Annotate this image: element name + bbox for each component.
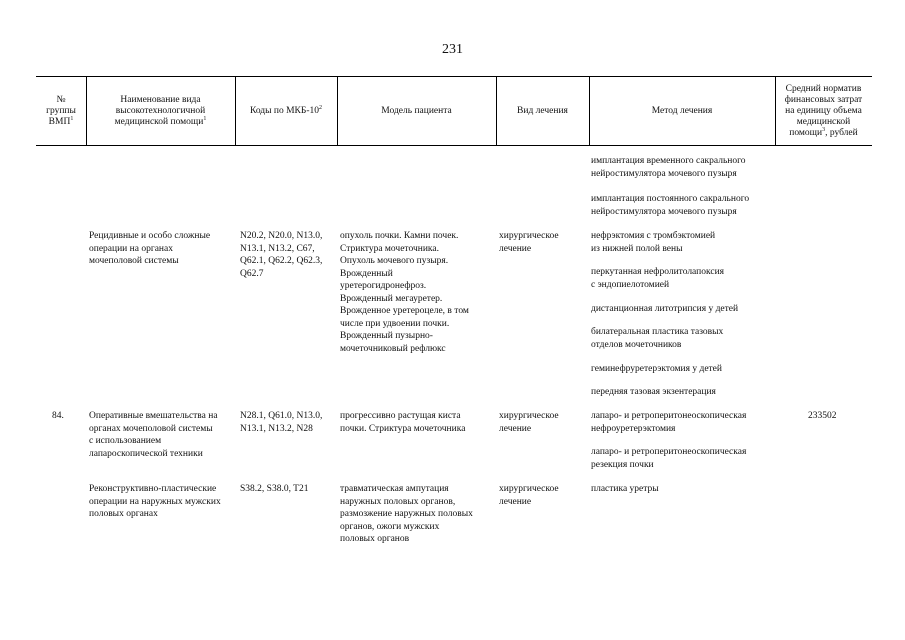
- icd-codes: S38.2, S38.0, T21: [240, 484, 309, 494]
- care-type-name: Рецидивные и особо сложные операции на органах мочеполовой системы: [89, 231, 211, 266]
- method-item: нефрэктомия с тромбэктомией из нижней полой вены: [591, 231, 716, 254]
- method-item: лапаро- и ретроперитонеоскопическая нефроуретерэктомия: [591, 411, 747, 434]
- treatment-type: хирургическое лечение: [499, 484, 559, 507]
- icd-codes: N20.2, N20.0, N13.0, N13.1, N13.2, C67, Q62.1, Q62.2, Q62.3, Q62.7: [240, 231, 323, 279]
- treatment-type: хирургическое лечение: [499, 231, 559, 254]
- group-number: 84.: [52, 411, 64, 421]
- method-item: билатеральная пластика тазовых отделов мочеточников: [591, 327, 724, 350]
- care-type-name: Реконструктивно-пластические операции на наружных мужских половых органах: [89, 484, 221, 519]
- method-item: передняя тазовая экзентерация: [591, 387, 716, 397]
- method-item: пластика уретры: [591, 484, 659, 494]
- header-patient-model: Модель пациента: [381, 105, 452, 116]
- patient-model: прогрессивно растущая киста почки. Стриктура мочеточника: [340, 411, 466, 434]
- method-item: перкутанная нефролитолапоксия с эндопиелотомией: [591, 267, 725, 290]
- header-icd-codes: Коды по МКБ-$10^2$: [249, 104, 323, 116]
- header-cost-norm: Средний норматив финансовых затрат на единицу объема медицинской помощи$^3$, рублей: [784, 83, 863, 138]
- icd-codes: N28.1, Q61.0, N13.0, N13.1, N13.2, N28: [240, 411, 323, 434]
- care-type-name: Оперативные вмешательства на органах мочеполовой системы с использованием лапароскопической техники: [89, 411, 218, 459]
- treatment-type: хирургическое лечение: [499, 411, 559, 434]
- header-care-type: Наименование вида высокотехнологичной медицинской помощи$^1$: [114, 94, 207, 127]
- method-item: дистанционная литотрипсия у детей: [591, 304, 739, 314]
- patient-model: травматическая ампутация наружных половых органов, размозжение наружных половых органов, ожоги мужских половых органов: [340, 484, 473, 544]
- cost-value: 233502: [808, 411, 837, 421]
- page-number: 231: [442, 42, 463, 57]
- header-treatment-type: Вид лечения: [517, 105, 568, 116]
- header-treatment-method: Метод лечения: [651, 105, 713, 116]
- header-group-vmp: № группы ВМП$^1$: [46, 94, 76, 127]
- method-item: имплантация постоянного сакрального нейростимулятора мочевого пузыря: [591, 194, 750, 217]
- table-header: [36, 76, 872, 146]
- patient-model: опухоль почки. Камни почек. Стриктура мочеточника. Опухоль мочевого пузыря. Врожденный уретерогидронефроз. Врожденный мегауретер. Врожденное уретероцеле, в том числе при удвоении почки. Врожденный пузырно- мочеточниковый рефлюкс: [340, 231, 469, 354]
- method-item: геминефруретерэктомия у детей: [591, 364, 722, 374]
- method-item: имплантация временного сакрального нейростимулятора мочевого пузыря: [591, 156, 746, 179]
- method-item: лапаро- и ретроперитонеоскопическая резекция почки: [591, 447, 747, 470]
